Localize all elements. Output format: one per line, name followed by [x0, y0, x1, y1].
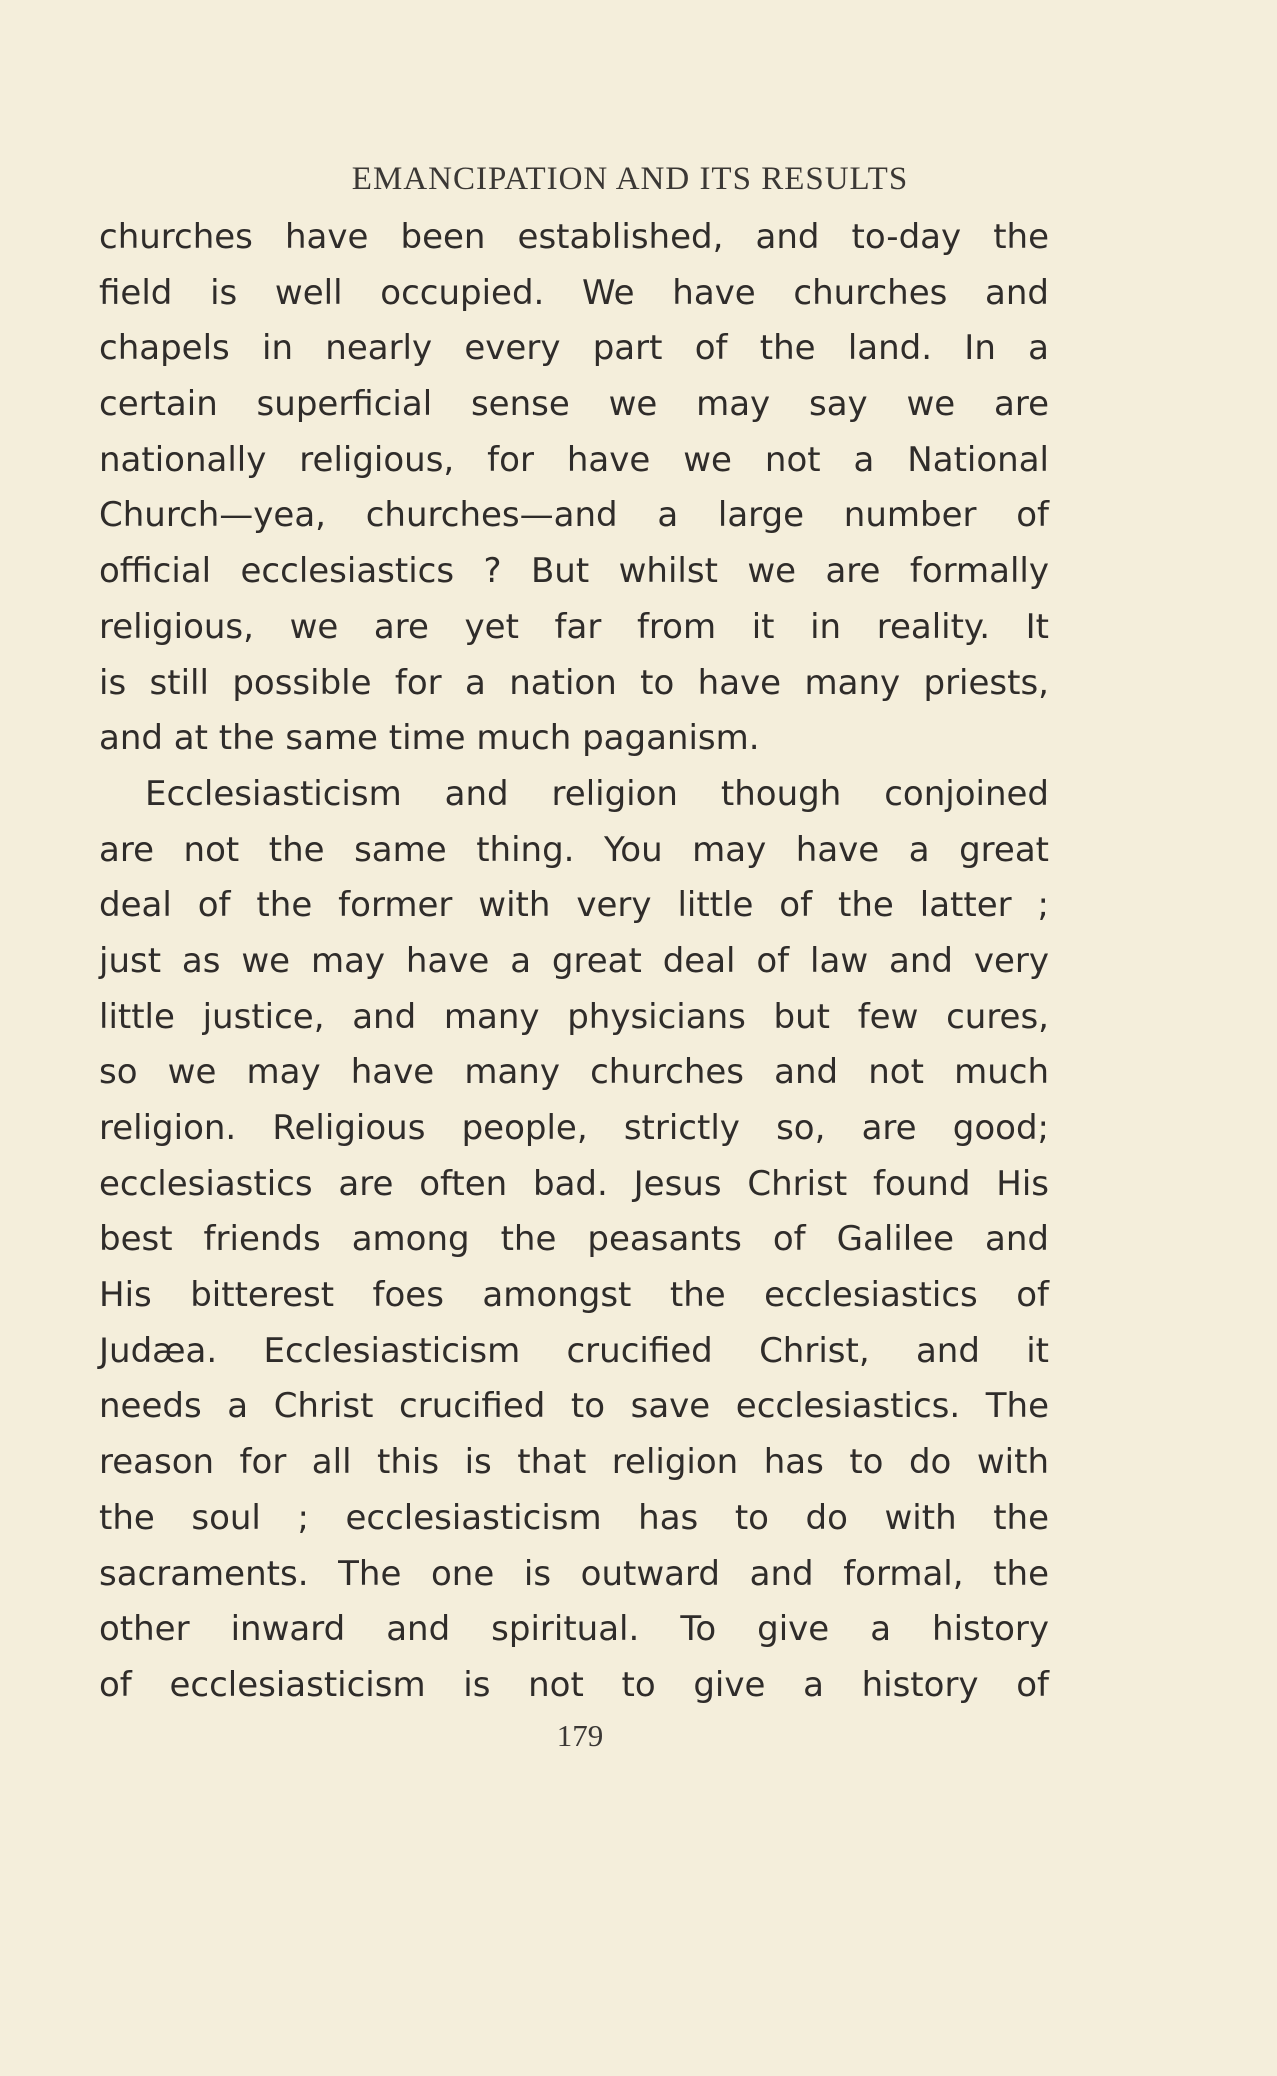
text-line: religious, we are yet far from it in reality. It — [99, 606, 1049, 647]
text-line: little justice, and many physicians but few cures, — [99, 996, 1049, 1037]
text-line: religion. Religious people, strictly so, are good; — [99, 1108, 1049, 1148]
running-head: EMANCIPATION AND ITS RESULTS — [351, 161, 909, 197]
text-line: and at the same time much paganism. — [99, 718, 760, 759]
text-line: field is well occupied. We have churches and — [99, 272, 1049, 313]
text-line: chapels in nearly every part of the land. In a — [99, 328, 1049, 369]
text-line: deal of the former with very little of the latter ; — [99, 885, 1049, 926]
text-line: needs a Christ crucified to save ecclesiastics. The — [99, 1386, 1049, 1427]
text-line: sacraments. The one is outward and formal, the — [99, 1553, 1049, 1594]
text-line: other inward and spiritual. To give a history — [99, 1609, 1049, 1650]
text-line: so we may have many churches and not much — [99, 1052, 1049, 1093]
text-line: best friends among the peasants of Galilee and — [99, 1219, 1049, 1260]
text-line: official ecclesiastics ? But whilst we are formally — [99, 551, 1049, 592]
text-line: churches have been established, and to-day the — [99, 217, 1049, 257]
text-line: Church—yea, churches—and a large number of — [99, 495, 1049, 536]
text-line: are not the same thing. You may have a great — [99, 829, 1049, 870]
body-text — [99, 210, 1049, 1714]
text-line: just as we may have a great deal of law and very — [99, 940, 1049, 981]
text-line: certain superficial sense we may say we are — [99, 384, 1049, 425]
text-line: reason for all this is that religion has to do with — [99, 1442, 1049, 1483]
text-line: ecclesiastics are often bad. Jesus Christ found His — [99, 1163, 1049, 1204]
text-line: the soul ; ecclesiasticism has to do with the — [99, 1497, 1049, 1538]
text-line: Ecclesiasticism and religion though conjoined — [145, 773, 1049, 814]
text-line: nationally religious, for have we not a National — [99, 439, 1049, 480]
text-line: Judæa. Ecclesiasticism crucified Christ, and it — [99, 1330, 1049, 1371]
text-line: of ecclesiasticism is not to give a history of — [99, 1664, 1049, 1705]
text-line: His bitterest foes amongst the ecclesiastics of — [99, 1275, 1049, 1316]
page-number: 179 — [556, 1718, 604, 1753]
text-line: is still possible for a nation to have many priests, — [99, 662, 1049, 703]
